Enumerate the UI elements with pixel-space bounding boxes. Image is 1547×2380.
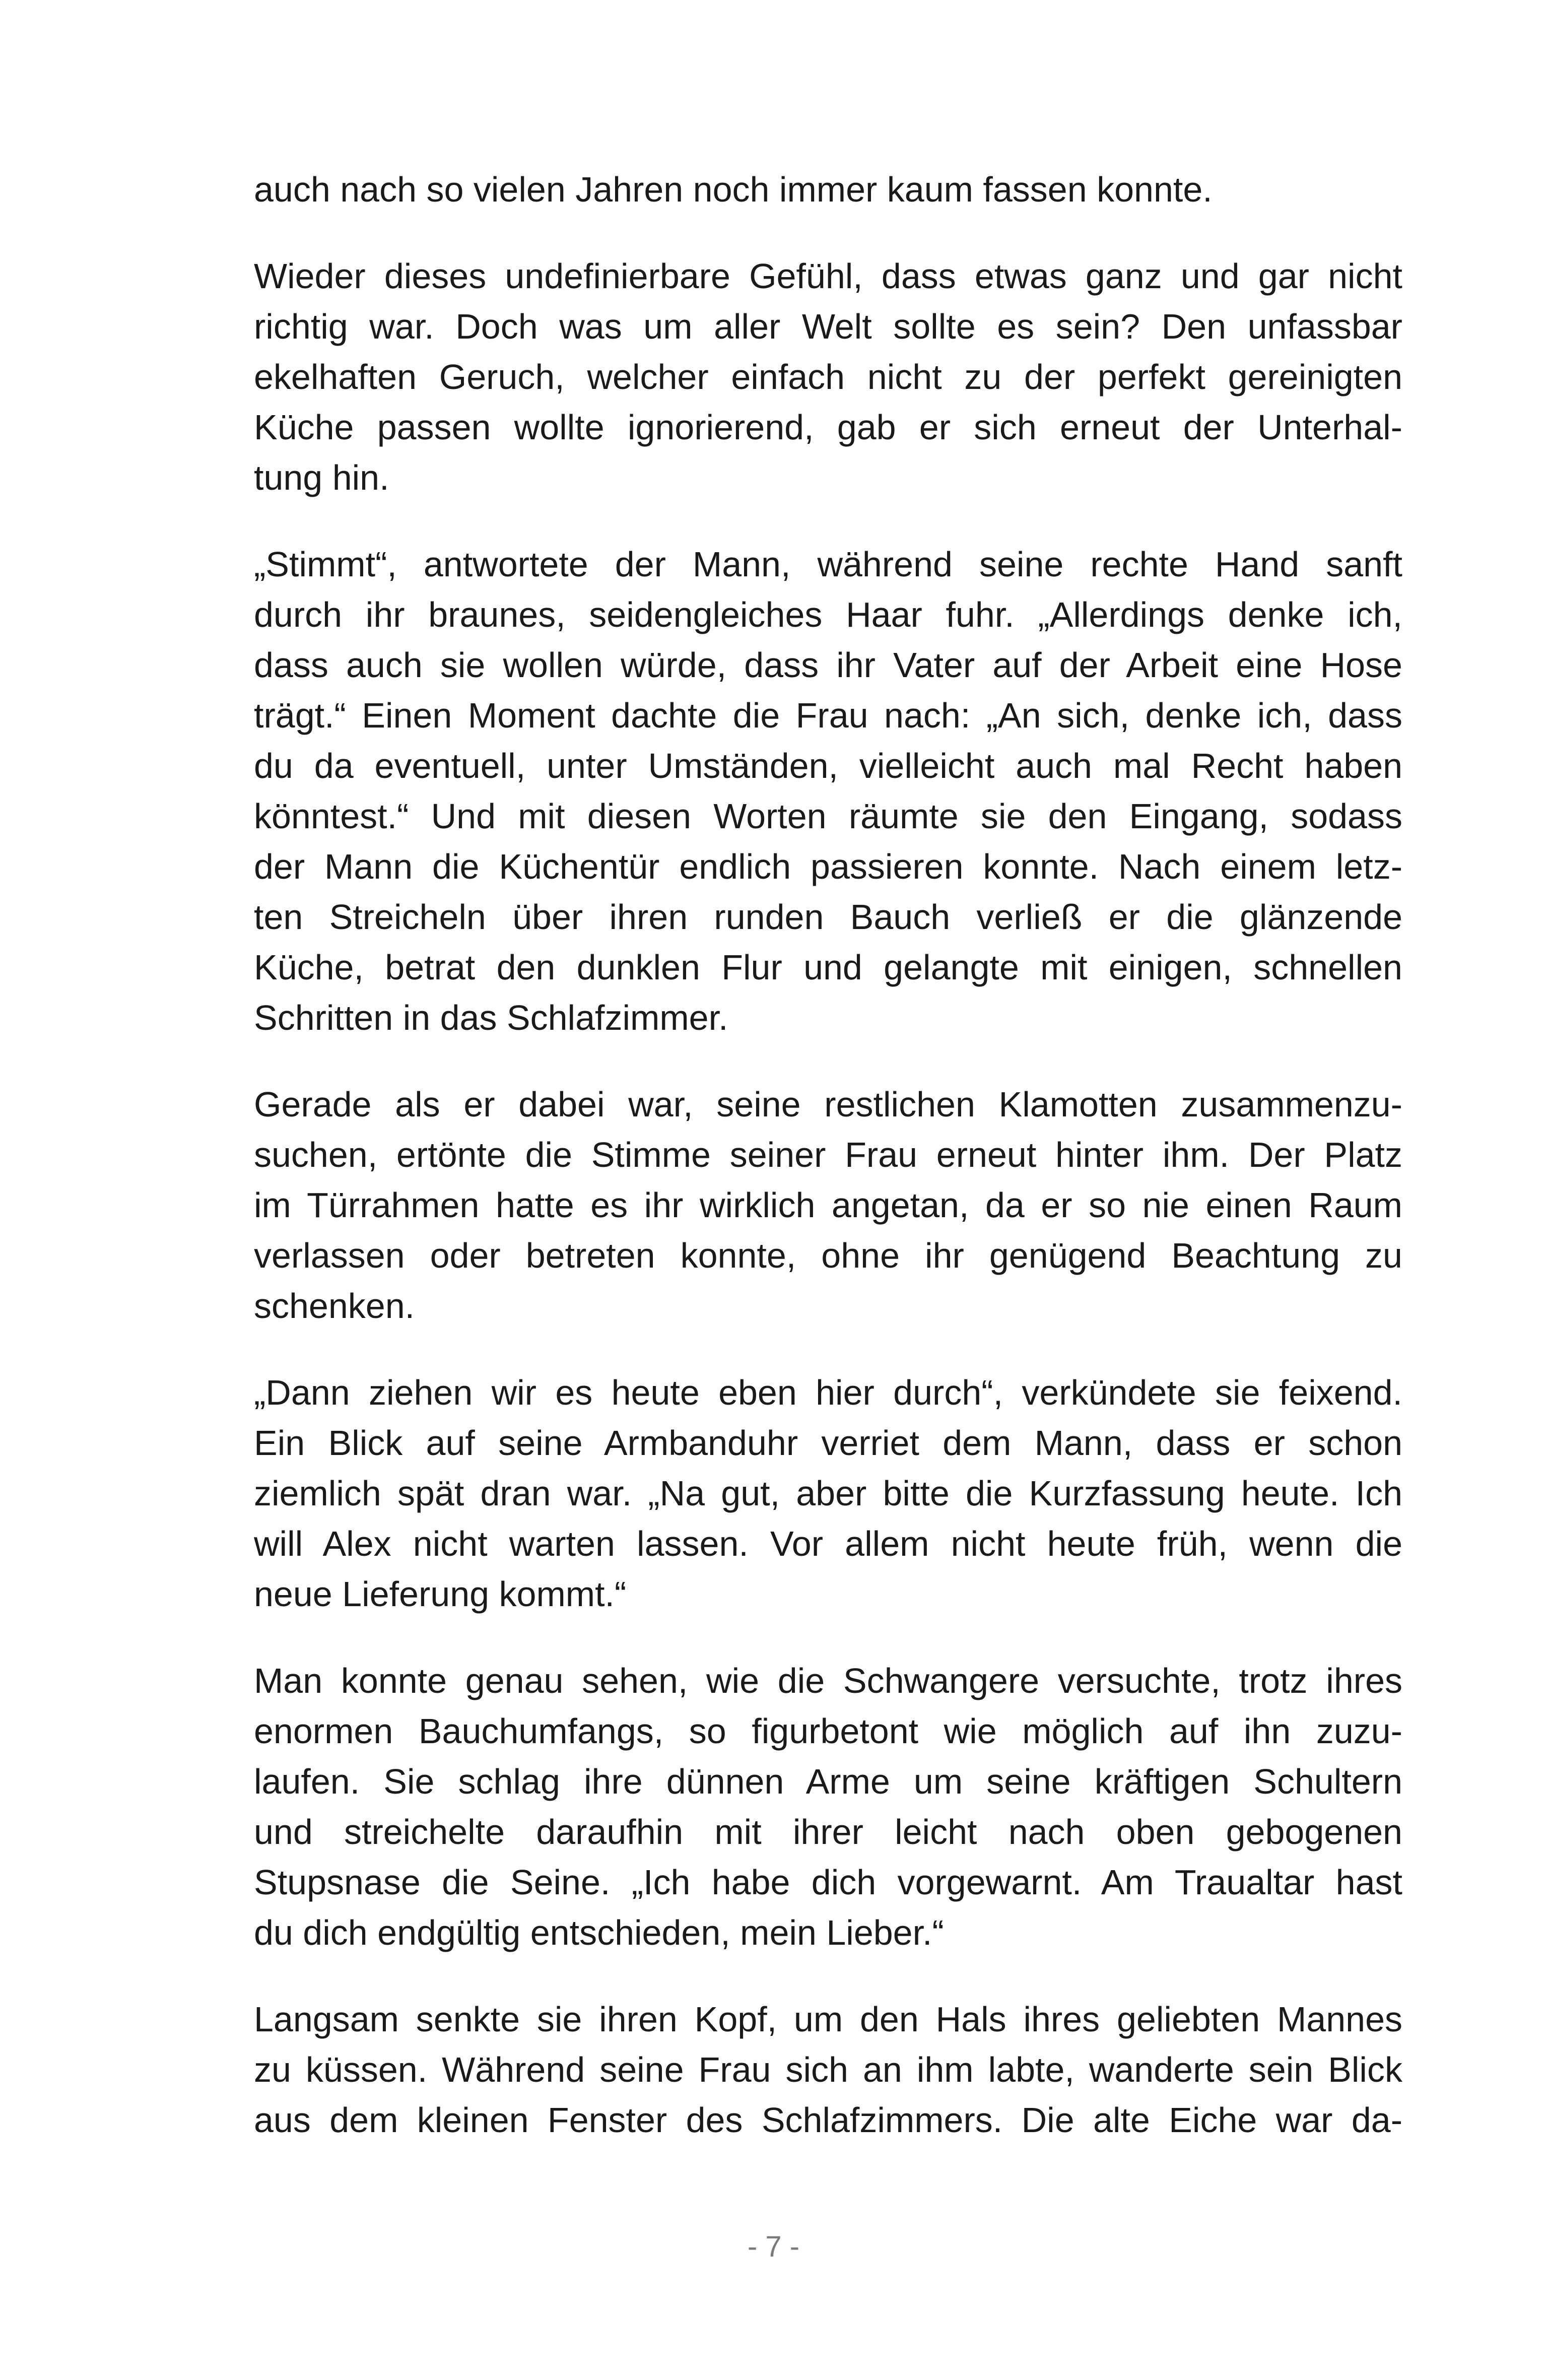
paragraph (254, 164, 1402, 215)
text-line: verlassen oder betreten konnte, ohne ihr genügend Beachtung zu (254, 1236, 1402, 1275)
text-line: ekelhaften Geruch, welcher einfach nicht zu der perfekt gereinigten (254, 357, 1402, 396)
text-line: trägt.“ Einen Moment dachte die Frau nach: „An sich, denke ich, dass (254, 696, 1402, 735)
text-line: dass auch sie wollen würde, dass ihr Vater auf der Arbeit eine Hose (254, 645, 1402, 685)
text-line: zu küssen. Während seine Frau sich an ihm labte, wanderte sein Blick (254, 2050, 1402, 2089)
page-number: - 7 - (747, 2230, 800, 2263)
text-line: tung hin. (254, 458, 389, 497)
paragraph (254, 1656, 1402, 1958)
paragraph (254, 1994, 1402, 2145)
text-line: richtig war. Doch was um aller Welt sollte es sein? Den unfassbar (254, 307, 1402, 346)
text-line: und streichelte daraufhin mit ihrer leicht nach oben gebogenen (254, 1812, 1402, 1852)
text-line: Schritten in das Schlafzimmer. (254, 998, 728, 1037)
text-line: durch ihr braunes, seidengleiches Haar fuhr. „Allerdings denke ich, (254, 595, 1402, 634)
text-line: Ein Blick auf seine Armbanduhr verriet dem Mann, dass er schon (254, 1423, 1402, 1463)
text-line: Küche passen wollte ignorierend, gab er sich erneut der Unterhal- (254, 408, 1402, 447)
text-line: Küche, betrat den dunklen Flur und gelangte mit einigen, schnellen (254, 948, 1402, 987)
text-line: „Dann ziehen wir es heute eben hier durch“, verkündete sie feixend. (254, 1373, 1402, 1412)
paragraph (254, 539, 1402, 1043)
text-line: schenken. (254, 1286, 415, 1326)
paragraph (254, 251, 1402, 503)
text-line: „Stimmt“, antwortete der Mann, während seine rechte Hand sanft (254, 545, 1402, 584)
paragraph (254, 1367, 1402, 1619)
text-line: aus dem kleinen Fenster des Schlafzimmers. Die alte Eiche war da- (254, 2100, 1402, 2140)
paragraph (254, 1079, 1402, 1331)
text-line: Langsam senkte sie ihren Kopf, um den Hals ihres geliebten Mannes (254, 2000, 1402, 2039)
text-line: du dich endgültig entschieden, mein Lieber.“ (254, 1913, 944, 1952)
text-line: Man konnte genau sehen, wie die Schwangere versuchte, trotz ihres (254, 1661, 1402, 1700)
text-line: im Türrahmen hatte es ihr wirklich angetan, da er so nie einen Raum (254, 1185, 1402, 1225)
text-line: Wieder dieses undefinierbare Gefühl, dass etwas ganz und gar nicht (254, 256, 1402, 296)
text-line: du da eventuell, unter Umständen, vielleicht auch mal Recht haben (254, 746, 1402, 785)
text-line: Stupsnase die Seine. „Ich habe dich vorgewarnt. Am Traualtar hast (254, 1863, 1402, 1902)
text-line: der Mann die Küchentür endlich passieren konnte. Nach einem letz- (254, 847, 1402, 886)
text-line: enormen Bauchumfangs, so figurbetont wie möglich auf ihn zuzu- (254, 1711, 1402, 1751)
text-line: ziemlich spät dran war. „Na gut, aber bitte die Kurzfassung heute. Ich (254, 1474, 1402, 1513)
text-line: auch nach so vielen Jahren noch immer kaum fassen konnte. (254, 170, 1213, 209)
text-line: suchen, ertönte die Stimme seiner Frau erneut hinter ihm. Der Platz (254, 1135, 1402, 1174)
body-text (254, 164, 1402, 2181)
text-line: neue Lieferung kommt.“ (254, 1574, 627, 1614)
text-line: könntest.“ Und mit diesen Worten räumte sie den Eingang, sodass (254, 797, 1402, 836)
text-line: ten Streicheln über ihren runden Bauch verließ er die glänzende (254, 897, 1402, 937)
text-line: will Alex nicht warten lassen. Vor allem nicht heute früh, wenn die (254, 1524, 1402, 1563)
text-line: laufen. Sie schlag ihre dünnen Arme um seine kräftigen Schultern (254, 1762, 1402, 1801)
text-line: Gerade als er dabei war, seine restlichen Klamotten zusammenzu- (254, 1085, 1402, 1124)
